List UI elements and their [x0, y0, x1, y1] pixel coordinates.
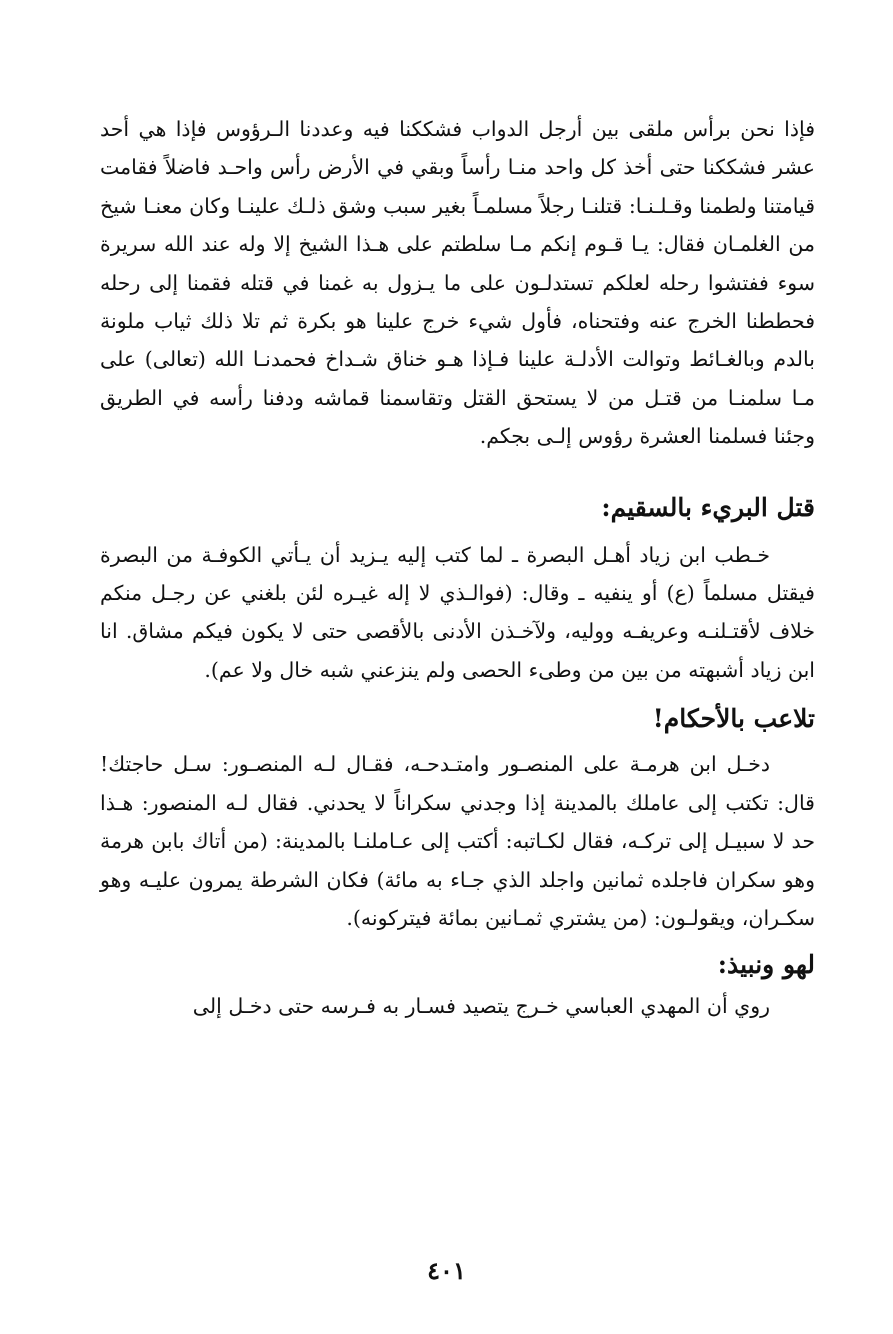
section-heading-amusement: لهو ونبيذ: [717, 950, 815, 980]
page-number: ٤٠١ [427, 1256, 466, 1285]
section-heading-innocent-killed: قتل البريء بالسقيم: [601, 492, 815, 522]
page-body [100, 110, 815, 1026]
paragraph-al-mahdi: روي أن المهدي العباسي خـرج يتصيد فسـار به فـرسه حتى دخـل إلى [192, 994, 770, 1019]
paragraph-ibn-ziyad: خـطب ابن زياد أهـل البصرة ـ لما كتب إليه يـزيد أن يـأتي الكوفـة من البصرة فيقتل مسلماً (ع) أو ينفيه ـ وقال: (فوالـذي لا إله غيـره لئن بلغني عن رجـل منكم خلاف لأقتـلنـه وعريفـه ووليه، ولآخـذن الأدنى بالأقصى حتى لا يكون فيكم مشاق. انا ابن زياد أشبهته من بين من وطىء الحصى ولم ينزعني شبه خال ولا عم). [100, 542, 815, 682]
section-heading-rulings: تلاعب بالأحكام! [652, 704, 815, 734]
paragraph-intro: فإذا نحن برأس ملقى بين أرجل الدواب فشككنا فيه وعددنا الـرؤوس فإذا هي أحد عشر فشككنا حتى أخذ كل واحد منـا رأساً وبقي في الأرض رأس واحـد فاضلاً فقامت قيامتنا ولطمنا وقـلـنـا: قتلنـا رجلاً مسلمـاً بغير سبب وشق ذلـك علينـا وكان معنـا شيخ من الغلمـان فقال: يـا قـوم إنكم مـا سلطتم على هـذا الشيخ إلا وله عند الله سريرة سوء ففتشوا رحله لعلكم تستدلـون على ما يـزول به غمنا في قتله فقمنا إلى رحله فحططنا الخرج عنه وفتحناه، فأول شيء خرج علينا هو بكرة ثم تلا ذلك ثياب ملونة بالدم وبالغـائط وتوالت الأدلـة علينا فـإذا هـو خناق شـداخ فحمدنـا الله (تعالى) على مـا سلمنـا من قتـل من لا يستحق القتل وتقاسمنا قماشه ودفنا رأسه في الطريق وجئنا فسلمنا العشرة رؤوس إلـى بجكم. [100, 117, 815, 449]
paragraph-ibn-harma: دخـل ابن هرمـة على المنصـور وامتـدحـه، فقـال لـه المنصـور: سـل حاجتك! قال: تكتب إلى عاملك بالمدينة إذا وجدني سكراناً لا يحدني. فقال لـه المنصور: هـذا حد لا سبيـل إلى تركـه، فقال لكـاتبه: أكتب إلى عـاملنـا بالمدينة: (من أتاك بابن هرمة وهو سكران فاجلده ثمانين واجلد الذي جـاء به مائة) فكان الشرطة يمرون عليـه وهو سكـران، ويقولـون: (من يشتري ثمـانين بمائة فيتركونه). [100, 752, 815, 930]
